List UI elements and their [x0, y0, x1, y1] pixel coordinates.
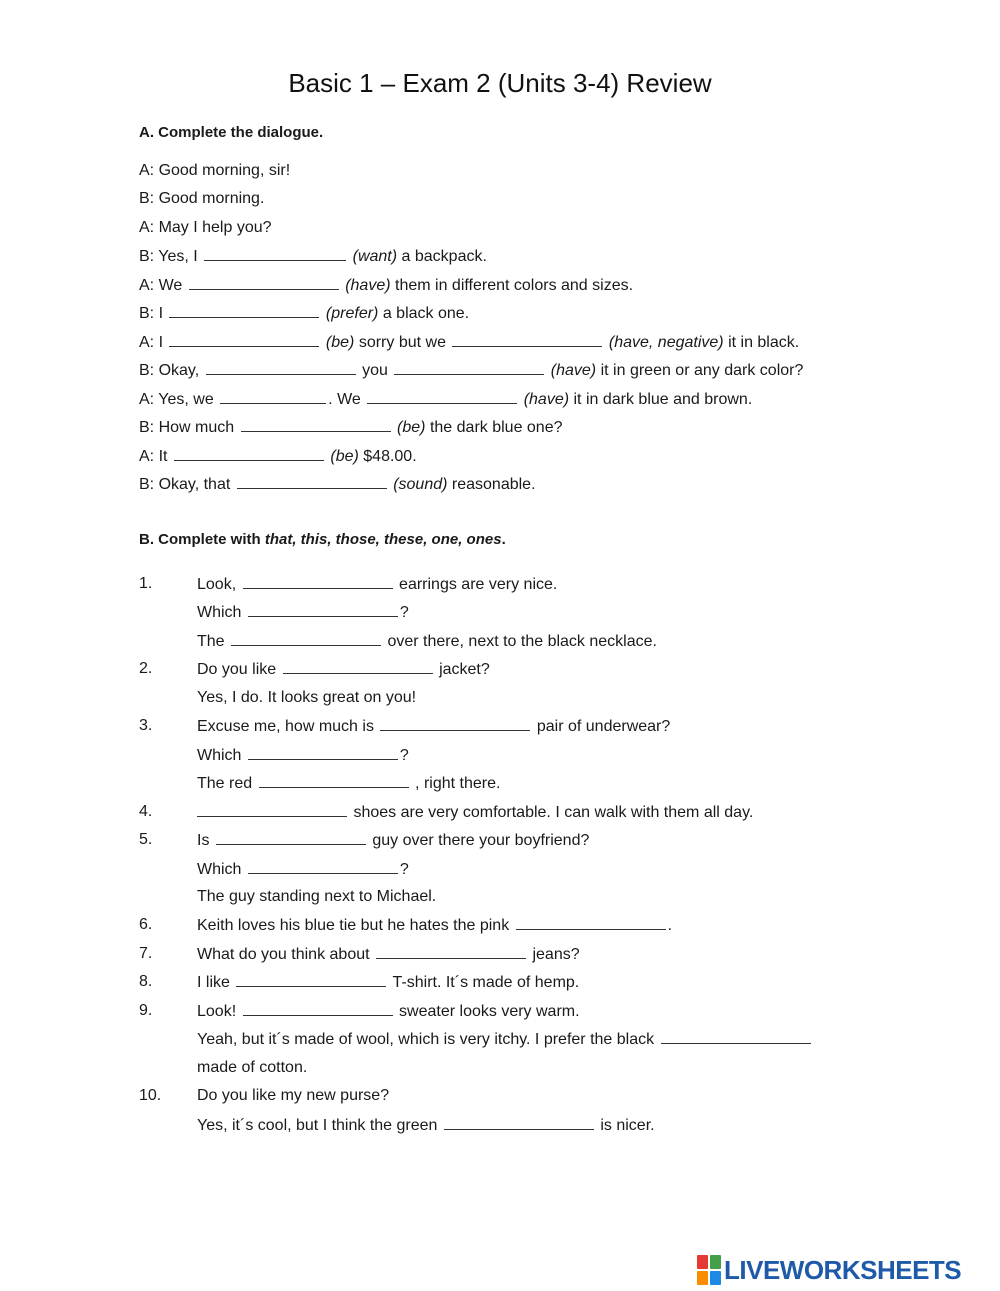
- blank-input[interactable]: [243, 1001, 393, 1016]
- item-number: 4.: [139, 803, 153, 820]
- dialogue-line: B: Yes, I (want) a backpack.: [139, 248, 487, 265]
- logo-cubes-icon: [697, 1255, 721, 1285]
- item-number: 2.: [139, 660, 153, 677]
- dialogue-line: B: I (prefer) a black one.: [139, 305, 470, 322]
- blank-input[interactable]: [243, 574, 393, 589]
- dialogue-line: B: Okay, you (have) it in green or any dark color?: [139, 362, 804, 379]
- blank-input[interactable]: [452, 332, 602, 347]
- dialogue-line: A: I (be) sorry but we (have, negative) it in black.: [139, 334, 800, 351]
- dialogue-line: A: It (be) $48.00.: [139, 448, 417, 465]
- exercise-line: Look, earrings are very nice.: [197, 576, 558, 593]
- blank-input[interactable]: [236, 972, 386, 987]
- dialogue-line: B: Okay, that (sound) reasonable.: [139, 476, 536, 493]
- blank-input[interactable]: [259, 773, 409, 788]
- blank-input[interactable]: [248, 602, 398, 617]
- exercise-line: Look! sweater looks very warm.: [197, 1003, 580, 1020]
- section-a-heading: A. Complete the dialogue.: [139, 124, 324, 141]
- exercise-line: Keith loves his blue tie but he hates the pink .: [197, 917, 673, 934]
- blank-input[interactable]: [216, 830, 366, 845]
- blank-input[interactable]: [169, 303, 319, 318]
- blank-input[interactable]: [197, 802, 347, 817]
- exercise-line: Which ?: [197, 747, 409, 764]
- liveworksheets-logo[interactable]: [697, 1255, 961, 1285]
- dialogue-line: A: May I help you?: [139, 219, 272, 236]
- exercise-line: The red , right there.: [197, 775, 501, 792]
- blank-input[interactable]: [394, 360, 544, 375]
- dialogue-line: A: Good morning, sir!: [139, 162, 291, 179]
- dialogue-line: B: How much (be) the dark blue one?: [139, 419, 563, 436]
- logo-cube: [697, 1271, 708, 1285]
- blank-input[interactable]: [220, 389, 326, 404]
- blank-input[interactable]: [380, 716, 530, 731]
- exercise-line: Yeah, but it´s made of wool, which is very itchy. I prefer the black: [197, 1029, 813, 1050]
- blank-input[interactable]: [204, 246, 346, 261]
- item-number: 10.: [139, 1087, 162, 1104]
- blank-input[interactable]: [174, 446, 324, 461]
- exercise-line: made of cotton.: [197, 1059, 308, 1076]
- exercise-line: Which ?: [197, 861, 409, 878]
- item-number: 9.: [139, 1002, 153, 1019]
- blank-input[interactable]: [206, 360, 356, 375]
- blank-input[interactable]: [169, 332, 319, 347]
- item-number: 8.: [139, 973, 153, 990]
- blank-input[interactable]: [376, 944, 526, 959]
- item-number: 1.: [139, 575, 153, 592]
- exercise-line: Do you like my new purse?: [197, 1087, 390, 1104]
- item-number: 3.: [139, 717, 153, 734]
- blank-input[interactable]: [516, 915, 666, 930]
- blank-input[interactable]: [283, 659, 433, 674]
- blank-input[interactable]: [248, 745, 398, 760]
- dialogue-line: A: We (have) them in different colors and sizes.: [139, 277, 634, 294]
- exercise-line: Is guy over there your boyfriend?: [197, 832, 590, 849]
- blank-input[interactable]: [367, 389, 517, 404]
- logo-cube: [710, 1255, 721, 1269]
- dialogue-line: A: Yes, we . We (have) it in dark blue and brown.: [139, 391, 753, 408]
- item-number: 5.: [139, 831, 153, 848]
- blank-input[interactable]: [661, 1029, 811, 1044]
- exercise-line: Which ?: [197, 604, 409, 621]
- item-number: 7.: [139, 945, 153, 962]
- exercise-line: I like T-shirt. It´s made of hemp.: [197, 974, 580, 991]
- dialogue-line: B: Good morning.: [139, 190, 265, 207]
- blank-input[interactable]: [248, 859, 398, 874]
- logo-cube: [710, 1271, 721, 1285]
- blank-input[interactable]: [241, 417, 391, 432]
- item-number: 6.: [139, 916, 153, 933]
- exercise-line: Excuse me, how much is pair of underwear?: [197, 718, 671, 735]
- page-title: Basic 1 – Exam 2 (Units 3-4) Review: [288, 68, 712, 98]
- exercise-line: shoes are very comfortable. I can walk with them all day.: [197, 802, 753, 823]
- exercise-line: The over there, next to the black necklace.: [197, 633, 657, 650]
- blank-input[interactable]: [444, 1115, 594, 1130]
- exercise-line: What do you think about jeans?: [197, 946, 580, 963]
- exercise-line: Yes, it´s cool, but I think the green is nicer.: [197, 1117, 655, 1134]
- exercise-line: The guy standing next to Michael.: [197, 888, 437, 905]
- section-b-heading: B. Complete with that, this, those, these, one, ones.: [139, 531, 506, 548]
- blank-input[interactable]: [189, 275, 339, 290]
- blank-input[interactable]: [237, 474, 387, 489]
- logo-text: LIVEWORKSHEETS: [724, 1254, 962, 1285]
- logo-cube: [697, 1255, 708, 1269]
- exercise-line: Yes, I do. It looks great on you!: [197, 689, 417, 706]
- blank-input[interactable]: [231, 631, 381, 646]
- exercise-line: Do you like jacket?: [197, 661, 490, 678]
